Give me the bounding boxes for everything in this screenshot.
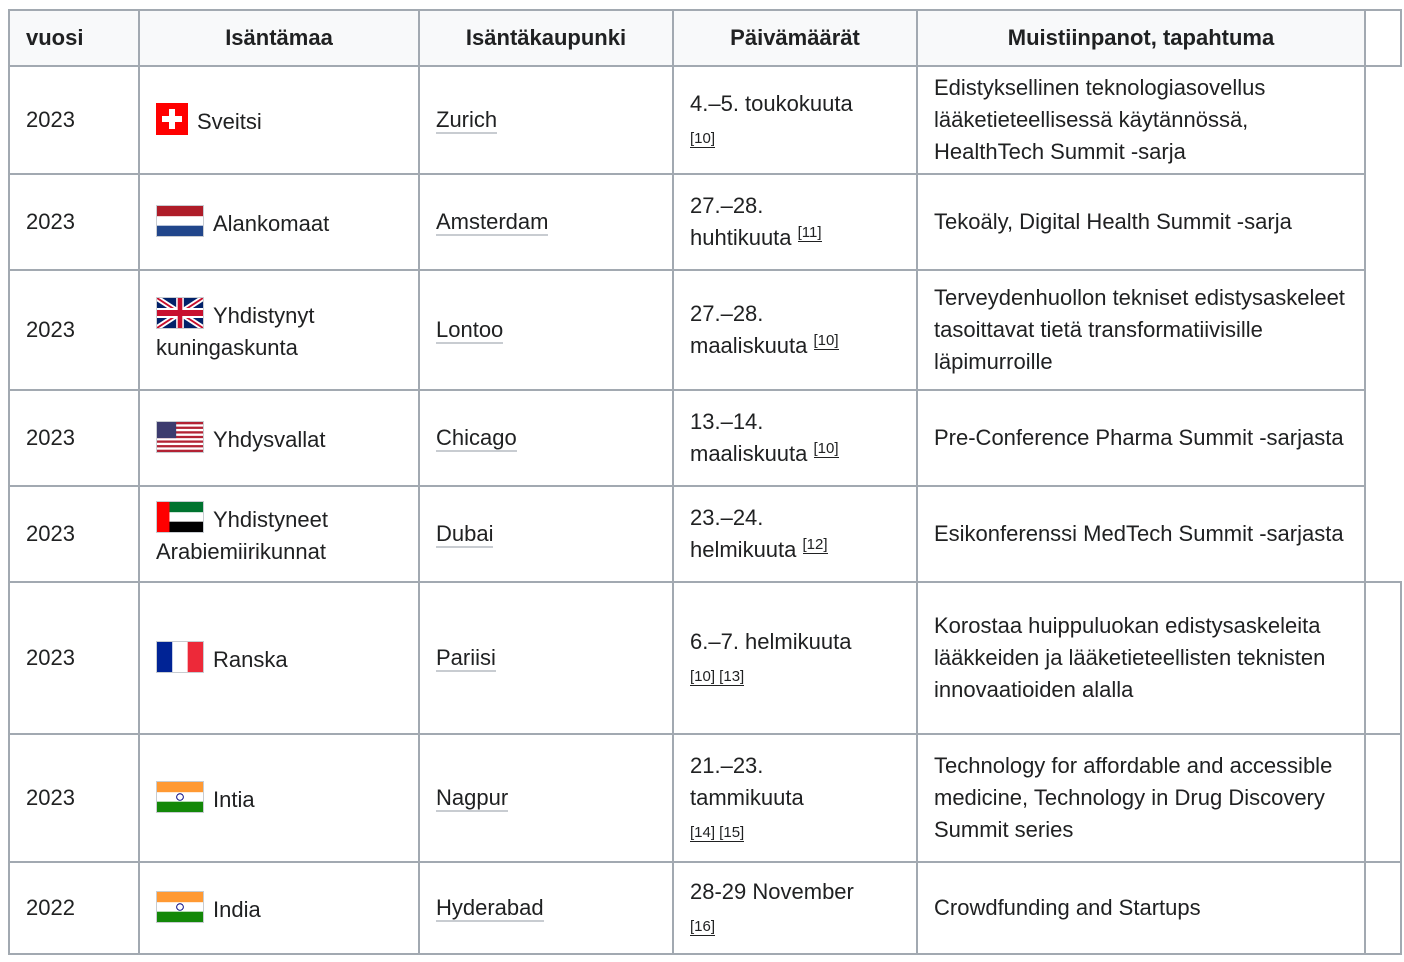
date-text: 6.–7. helmikuuta [690,629,852,654]
country-cell [139,486,419,582]
table-row [9,390,1401,486]
notes-cell: Edistyksellinen teknologiasovellus lääketieteellisessä käytännössä, HealthTech Summit -sarja [917,66,1365,174]
year-cell: 2023 [9,270,139,390]
reference-link[interactable]: [14] [15] [690,824,745,841]
city-cell [419,270,673,390]
country-cell [139,174,419,270]
united-kingdom-flag-icon [156,297,204,329]
reference-link[interactable]: [12] [802,535,828,553]
netherlands-flag-icon [156,205,204,237]
date-cell [673,66,917,174]
notes-cell: Technology for affordable and accessible medicine, Technology in Drug Discovery Summit series [917,734,1365,862]
year-cell: 2023 [9,174,139,270]
india-flag-icon [156,891,204,923]
united-states-flag-icon [156,421,204,453]
summit-events-table [8,9,1402,955]
city-link[interactable]: Dubai [436,521,494,546]
date-cell: 21.–23. tammikuuta [14] [15] [673,734,917,862]
country-name: Sveitsi [197,108,262,134]
notes-cell: Korostaa huippuluokan edistysaskeleita lääkkeiden ja lääketieteellisten teknisten innovaatioiden alalla [917,582,1365,734]
notes-cell: Tekoäly, Digital Health Summit -sarja [917,174,1365,270]
date-text: 28-29 November [690,879,854,904]
city-cell [419,174,673,270]
country-cell [139,734,419,862]
country-cell [139,390,419,486]
date-cell [673,582,917,734]
table-row [9,582,1401,734]
country-name: Intia [213,786,255,812]
header-row [9,10,1401,66]
header-host-country[interactable]: Isäntämaa [139,10,419,66]
year-cell: 2022 [9,862,139,954]
city-link[interactable]: Lontoo [436,317,504,342]
city-link[interactable]: Hyderabad [436,895,544,920]
country-cell [139,862,419,954]
country-cell [139,270,419,390]
date-cell [673,862,917,954]
header-notes[interactable]: Muistiinpanot, tapahtuma [917,10,1365,66]
city-link[interactable]: Pariisi [436,645,496,670]
reference-link[interactable]: [10] [690,130,716,147]
date-text: 4.–5. toukokuuta [690,91,853,116]
notes-cell: Terveydenhuollon tekniset edistysaskeleet tasoittavat tietä transformatiivisille läpimurroille [917,270,1365,390]
reference-link[interactable]: [11] [797,223,822,241]
date-cell: 23.–24. helmikuuta [12] [673,486,917,582]
table-row [9,174,1401,270]
header-year[interactable]: vuosi [9,10,139,66]
table-row [9,862,1401,954]
year-cell: 2023 [9,390,139,486]
table-row [9,270,1401,390]
date-cell: 13.–14. maaliskuuta [10] [673,390,917,486]
extra-cell [1365,734,1401,862]
header-extra-cell [1365,10,1401,66]
france-flag-icon [156,641,204,673]
notes-cell: Pre-Conference Pharma Summit -sarjasta [917,390,1365,486]
header-dates[interactable]: Päivämäärät [673,10,917,66]
country-name: Yhdysvallat [213,426,326,452]
notes-cell: Crowdfunding and Startups [917,862,1365,954]
country-name: Alankomaat [213,210,330,236]
country-name: Yhdistyneet Arabiemiirikunnat [156,506,328,564]
year-cell: 2023 [9,582,139,734]
city-cell [419,486,673,582]
header-host-city[interactable]: Isäntäkaupunki [419,10,673,66]
reference-link[interactable]: [10] [813,331,839,349]
reference-link[interactable]: [16] [690,918,716,935]
extra-cell [1365,862,1401,954]
city-cell [419,66,673,174]
reference-link[interactable]: [10] [13] [690,668,745,685]
year-cell: 2023 [9,486,139,582]
notes-cell: Esikonferenssi MedTech Summit -sarjasta [917,486,1365,582]
date-cell: 27.–28. maaliskuuta [10] [673,270,917,390]
year-cell: 2023 [9,66,139,174]
country-name: India [213,896,261,922]
city-link[interactable]: Amsterdam [436,209,549,234]
table-row [9,486,1401,582]
city-link[interactable]: Chicago [436,425,517,450]
extra-cell [1365,582,1401,734]
city-link[interactable]: Nagpur [436,785,509,810]
table-row [9,734,1401,862]
country-cell [139,66,419,174]
city-cell [419,862,673,954]
switzerland-flag-icon [156,103,188,135]
year-cell: 2023 [9,734,139,862]
city-cell [419,582,673,734]
country-name: Yhdistynyt kuningaskunta [156,302,315,360]
date-cell: 27.–28. huhtikuuta [11] [673,174,917,270]
table-row [9,66,1401,174]
india-flag-icon [156,781,204,813]
extra-cell [1365,66,1401,582]
city-cell [419,390,673,486]
city-cell [419,734,673,862]
country-name: Ranska [213,646,288,672]
country-cell [139,582,419,734]
reference-link[interactable]: [10] [813,439,839,457]
uae-flag-icon [156,501,204,533]
city-link[interactable]: Zurich [436,107,498,132]
